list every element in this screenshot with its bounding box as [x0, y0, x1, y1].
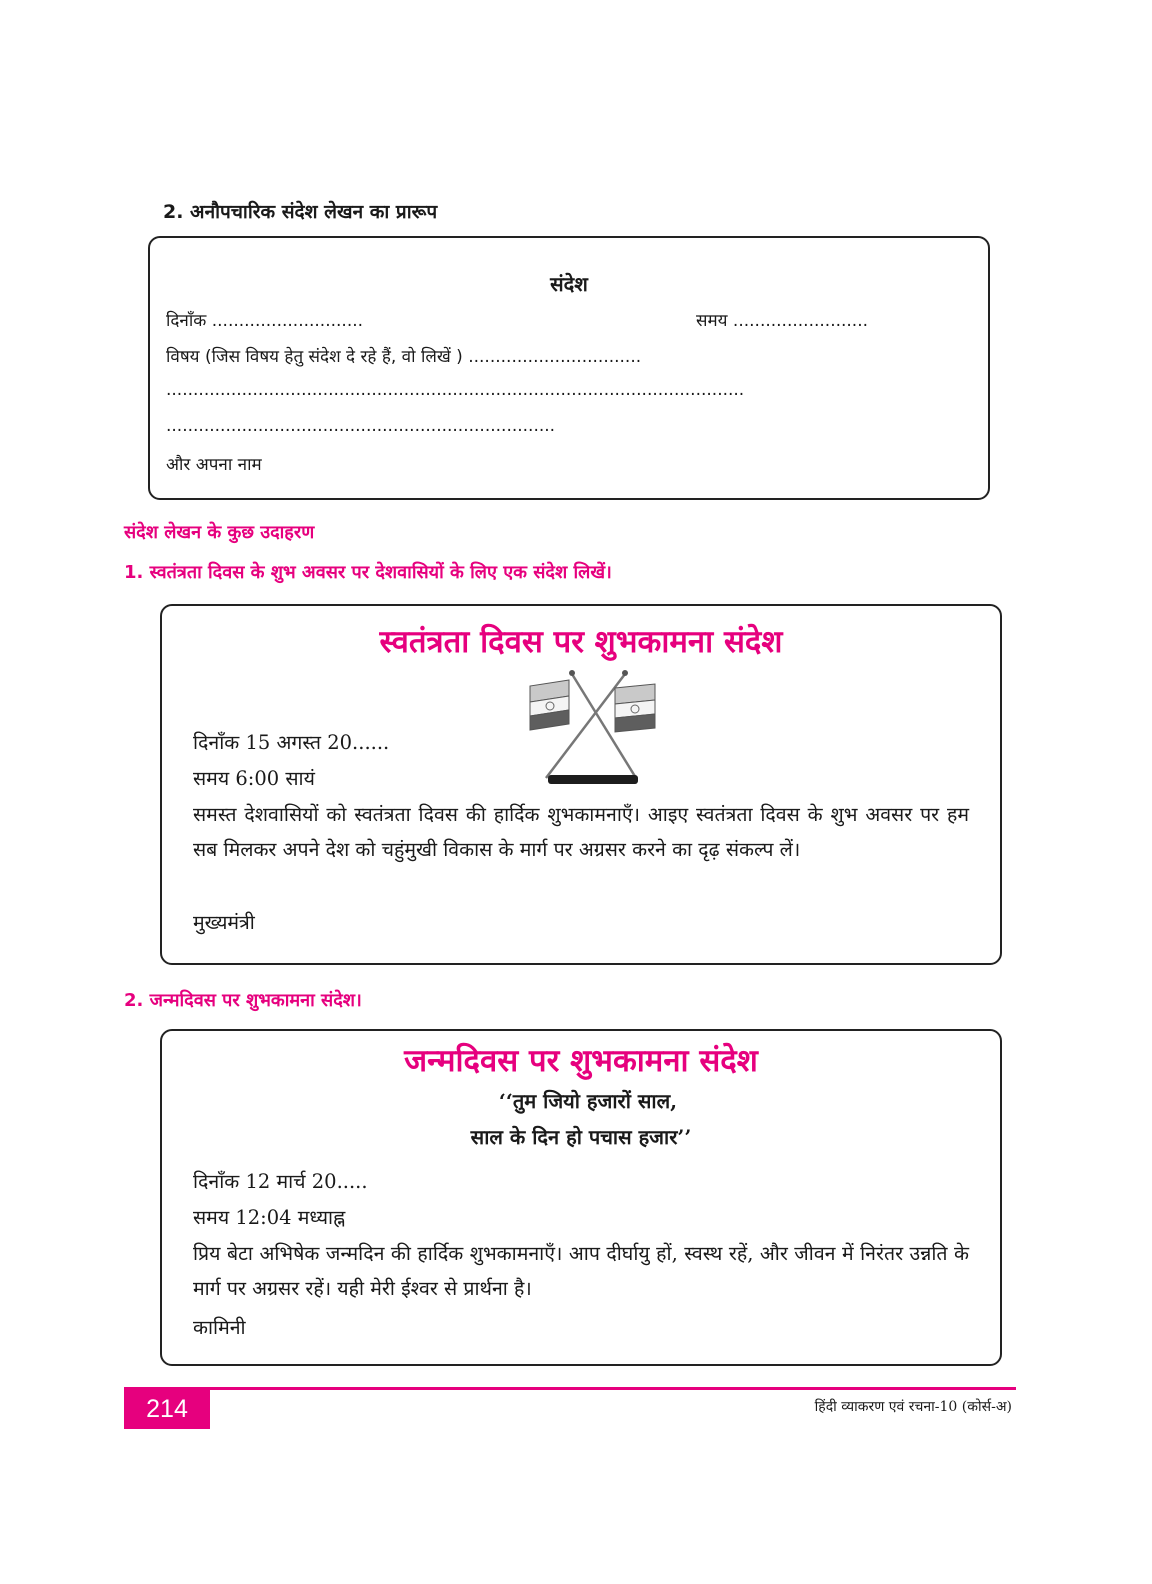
example2-body: प्रिय बेटा अभिषेक जन्मदिन की हार्दिक शुभकामनाएँ। आप दीर्घायु हों, स्वस्थ रहें, और जीवन में निरंतर उन्नति के मार्ग पर अग्रसर रहें। यही मेरी ईश्वर से प्रार्थना है। — [193, 1242, 969, 1300]
example1-box — [160, 604, 1002, 965]
example2-time: समय 12:04 मध्याह्न — [193, 1206, 346, 1229]
footer-rule — [124, 1387, 1016, 1390]
example1-body: समस्त देशवासियों को स्वतंत्रता दिवस की हार्दिक शुभकामनाएँ। आइए स्वतंत्रता दिवस के शुभ अवसर पर हम सब मिलकर अपने देश को चहुंमुखी विकास के मार्ग पर अग्रसर करने का दृढ़ संकल्प लें। — [193, 803, 969, 861]
format-date-line: दिनाँक ............................ — [166, 311, 364, 331]
format-heading: 2. अनौपचारिक संदेश लेखन का प्रारूप — [163, 201, 438, 223]
example2-question: 2. जन्मदिवस पर शुभकामना संदेश। — [124, 990, 362, 1011]
example2-quote-line: साल के दिन हो पचास हजार’’ — [470, 1125, 692, 1149]
examples-heading: संदेश लेखन के कुछ उदाहरण — [124, 522, 315, 543]
example2-box — [160, 1029, 1002, 1366]
format-name-line: और अपना नाम — [166, 455, 262, 475]
format-dots-line: ........................................................................ — [166, 416, 556, 436]
crossed-flags-icon — [524, 666, 664, 788]
example1-date: दिनाँक 15 अगस्त 20...... — [193, 731, 390, 754]
format-time-line: समय ......................... — [696, 311, 869, 331]
example1-signature: मुख्यमंत्री — [193, 911, 255, 934]
book-title: हिंदी व्याकरण एवं रचना-10 (कोर्स-अ) — [814, 1399, 1012, 1415]
example1-question: 1. स्वतंत्रता दिवस के शुभ अवसर पर देशवासियों के लिए एक संदेश लिखें। — [124, 562, 612, 583]
format-box — [148, 236, 990, 500]
example2-quote-line: ‘‘तुम जियो हजारों साल, — [498, 1089, 678, 1113]
example2-date: दिनाँक 12 मार्च 20..... — [193, 1170, 368, 1193]
format-subject-line: विषय (जिस विषय हेतु संदेश दे रहे हैं, वो लिखें ) ................................ — [166, 347, 642, 367]
example2-signature: कामिनी — [193, 1316, 246, 1339]
example1-time: समय 6:00 सायं — [193, 767, 315, 790]
example1-title: स्वतंत्रता दिवस पर शुभकामना संदेश — [379, 624, 783, 660]
page-number: 214 — [124, 1387, 210, 1429]
format-box-title: संदेश — [550, 272, 588, 296]
example2-title: जन्मदिवस पर शुभकामना संदेश — [404, 1043, 758, 1079]
format-dots-line: ........................................................................................................... — [166, 380, 745, 400]
